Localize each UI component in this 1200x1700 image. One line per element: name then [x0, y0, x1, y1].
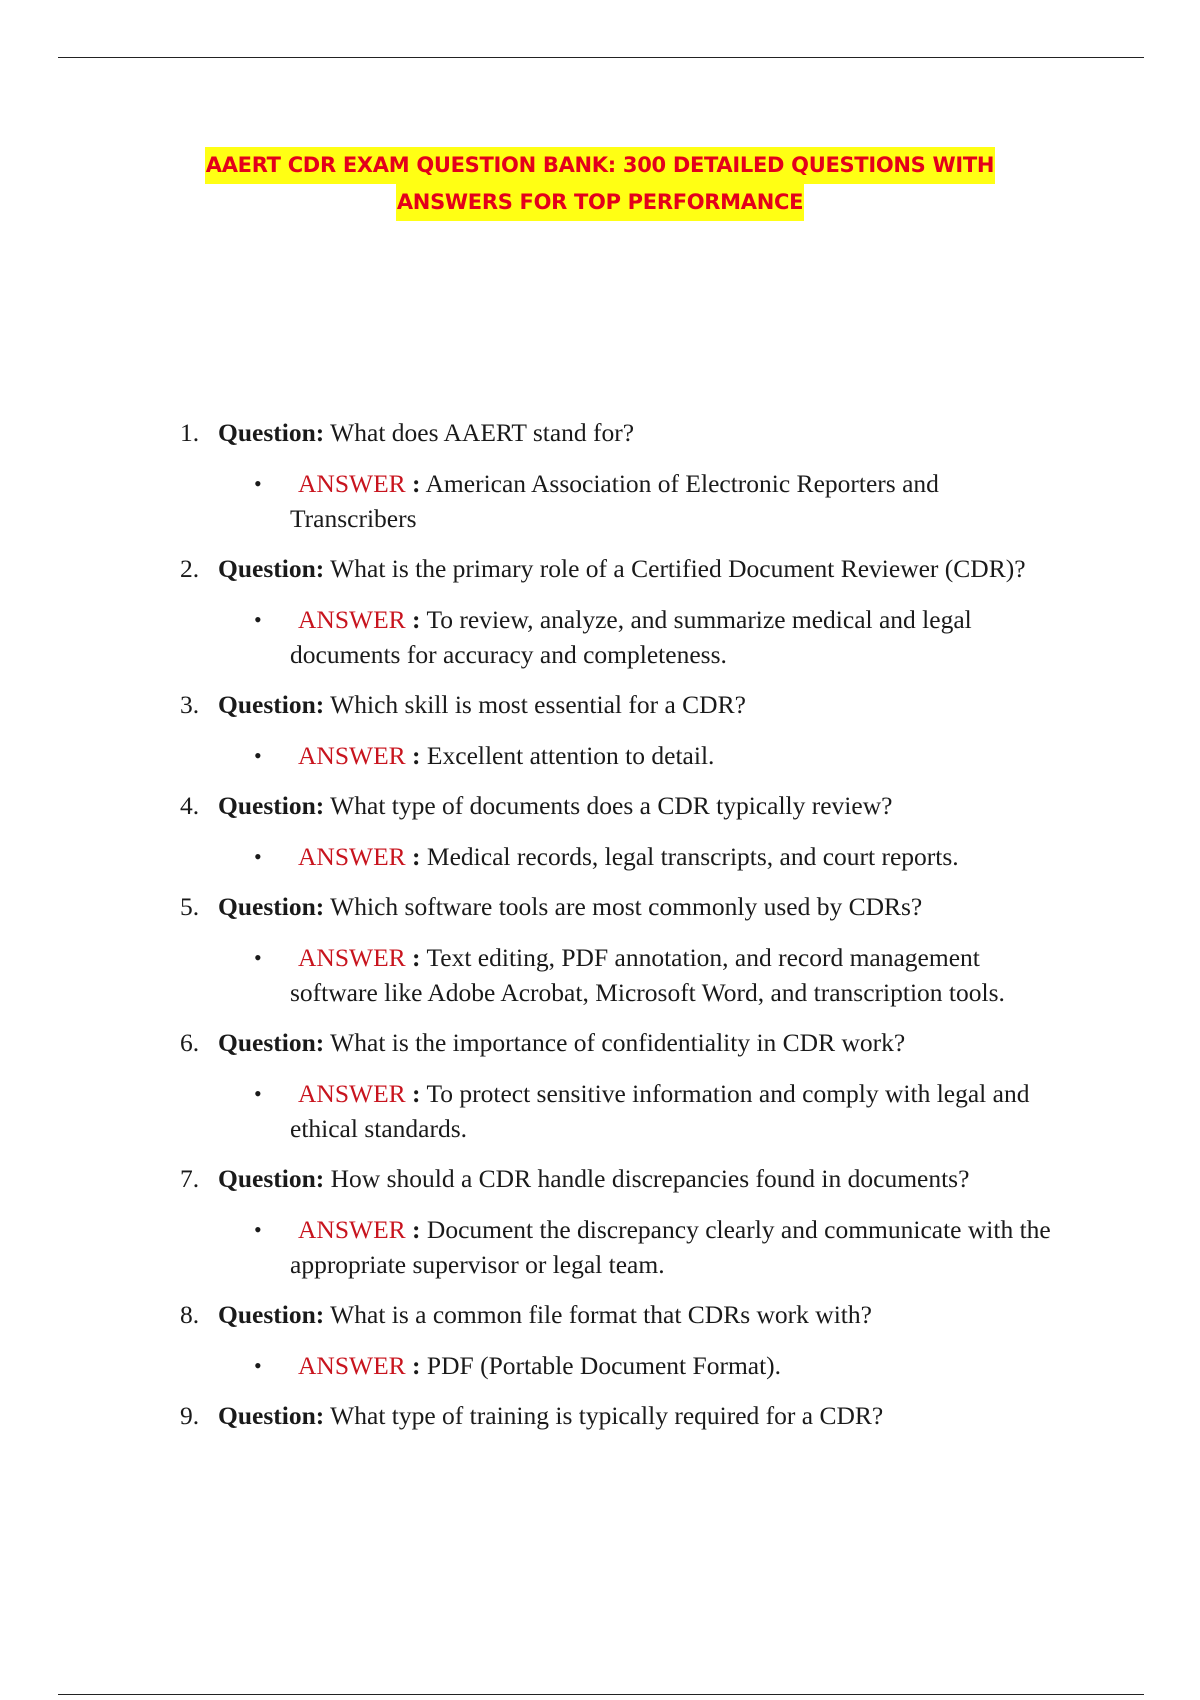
answer-label: ANSWER: [298, 1079, 406, 1108]
answer-separator: :: [405, 842, 421, 871]
answer-row: [0, 466, 1200, 536]
question-item: [0, 788, 1200, 874]
answer-separator: :: [405, 741, 421, 770]
question-row: [0, 788, 1200, 823]
answer-text: Text editing, PDF annotation, and record management software like Adobe Acrobat, Microsoft Word, and transcription tools.: [290, 943, 1005, 1007]
question-text: What type of documents does a CDR typically review?: [324, 791, 893, 820]
question-number: 7.: [180, 1164, 200, 1193]
answer-text: To review, analyze, and summarize medical and legal documents for accuracy and completeness.: [290, 605, 972, 669]
question-text: How should a CDR handle discrepancies found in documents?: [324, 1164, 970, 1193]
answer-text: Medical records, legal transcripts, and court reports.: [420, 842, 959, 871]
question-label: Question:: [218, 1300, 325, 1329]
question-number: 2.: [180, 554, 200, 583]
question-row: [0, 1161, 1200, 1196]
answer-row: [0, 738, 1200, 773]
question-row: [0, 687, 1200, 722]
question-number: 1.: [180, 418, 200, 447]
header-rule: [58, 57, 1144, 58]
title-line-1: AAERT CDR EXAM QUESTION BANK: 300 DETAILED QUESTIONS WITH: [205, 147, 995, 184]
answer-label: ANSWER: [298, 1351, 406, 1380]
question-text: What type of training is typically required for a CDR?: [324, 1401, 884, 1430]
answer-row: [0, 1076, 1200, 1146]
question-label: Question:: [218, 690, 325, 719]
bullet-icon: •: [254, 945, 262, 970]
answer-label: ANSWER: [298, 842, 406, 871]
question-number: 4.: [180, 791, 200, 820]
answer-label: ANSWER: [298, 469, 406, 498]
question-text: What is a common file format that CDRs work with?: [324, 1300, 872, 1329]
bullet-icon: •: [254, 1217, 262, 1242]
answer-separator: :: [405, 605, 421, 634]
bullet-icon: •: [254, 1081, 262, 1106]
answer-label: ANSWER: [298, 605, 406, 634]
question-label: Question:: [218, 1028, 325, 1057]
answer-text: To protect sensitive information and comply with legal and ethical standards.: [290, 1079, 1030, 1143]
question-item: [0, 551, 1200, 672]
question-row: [0, 1025, 1200, 1060]
question-row: [0, 551, 1200, 586]
bullet-icon: •: [254, 607, 262, 632]
answer-text: Excellent attention to detail.: [420, 741, 715, 770]
question-text: What does AAERT stand for?: [324, 418, 635, 447]
question-label: Question:: [218, 554, 325, 583]
bullet-icon: •: [254, 471, 262, 496]
question-list: [0, 415, 1200, 1449]
question-label: Question:: [218, 1401, 325, 1430]
answer-separator: :: [405, 1079, 421, 1108]
question-text: What is the importance of confidentiality in CDR work?: [324, 1028, 906, 1057]
footer-rule: [58, 1694, 1144, 1695]
question-number: 3.: [180, 690, 200, 719]
question-row: [0, 415, 1200, 450]
bullet-icon: •: [254, 743, 262, 768]
answer-text: Document the discrepancy clearly and communicate with the appropriate supervisor or legal team.: [290, 1215, 1051, 1279]
answer-row: [0, 1212, 1200, 1282]
answer-label: ANSWER: [298, 1215, 406, 1244]
question-text: Which skill is most essential for a CDR?: [324, 690, 746, 719]
question-item: [0, 1297, 1200, 1383]
question-number: 5.: [180, 892, 200, 921]
answer-row: [0, 839, 1200, 874]
question-item: [0, 415, 1200, 536]
bullet-icon: •: [254, 1353, 262, 1378]
answer-separator: :: [405, 469, 421, 498]
title-line-2: ANSWERS FOR TOP PERFORMANCE: [396, 184, 804, 221]
answer-row: [0, 940, 1200, 1010]
question-text: What is the primary role of a Certified Document Reviewer (CDR)?: [324, 554, 1026, 583]
question-number: 9.: [180, 1401, 200, 1430]
answer-label: ANSWER: [298, 943, 406, 972]
question-label: Question:: [218, 418, 325, 447]
question-row: [0, 1297, 1200, 1332]
answer-row: [0, 602, 1200, 672]
question-number: 8.: [180, 1300, 200, 1329]
question-item: [0, 1161, 1200, 1282]
question-item: [0, 687, 1200, 773]
answer-row: [0, 1348, 1200, 1383]
answer-text: American Association of Electronic Reporters and Transcribers: [290, 469, 939, 533]
answer-separator: :: [405, 1215, 421, 1244]
answer-separator: :: [405, 1351, 421, 1380]
answer-text: PDF (Portable Document Format).: [420, 1351, 782, 1380]
question-label: Question:: [218, 791, 325, 820]
question-number: 6.: [180, 1028, 200, 1057]
document-title: [0, 147, 1200, 221]
question-item: [0, 1398, 1200, 1433]
bullet-icon: •: [254, 844, 262, 869]
answer-label: ANSWER: [298, 741, 406, 770]
question-row: [0, 1398, 1200, 1433]
question-text: Which software tools are most commonly used by CDRs?: [324, 892, 923, 921]
question-label: Question:: [218, 892, 325, 921]
question-label: Question:: [218, 1164, 325, 1193]
question-item: [0, 889, 1200, 1010]
question-row: [0, 889, 1200, 924]
question-item: [0, 1025, 1200, 1146]
answer-separator: :: [405, 943, 421, 972]
